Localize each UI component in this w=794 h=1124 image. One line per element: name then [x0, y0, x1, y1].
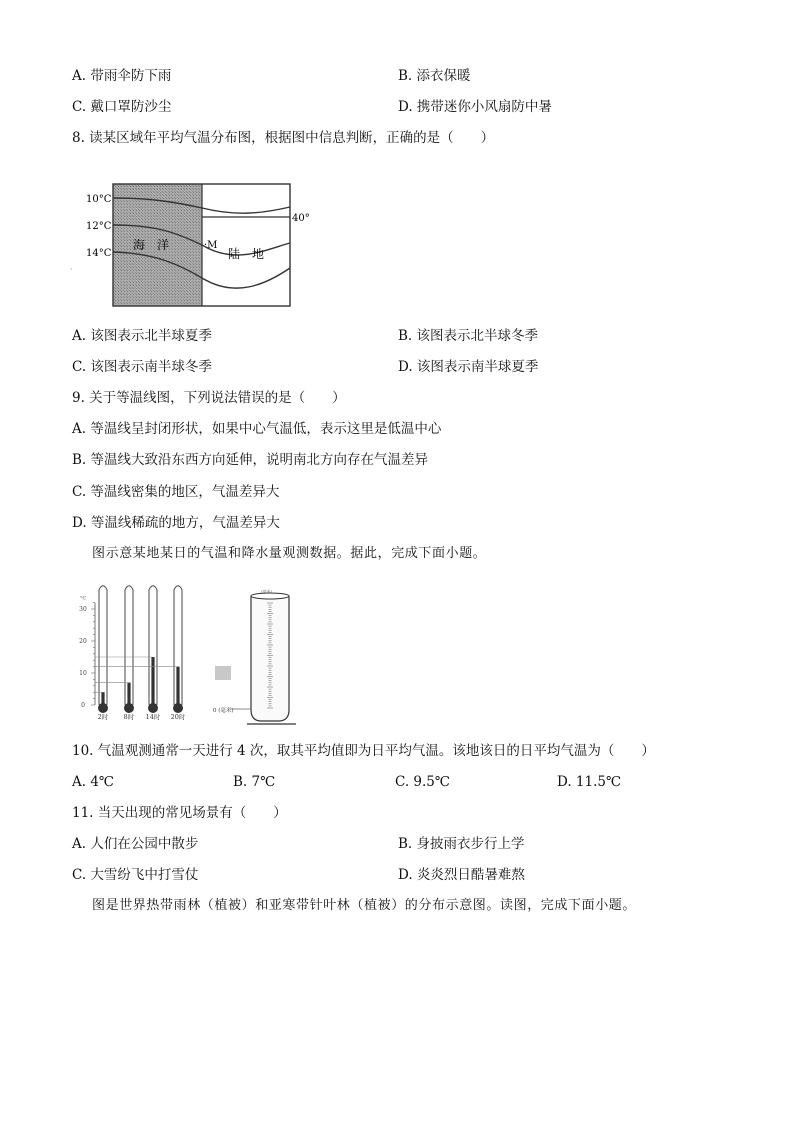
mercury-column: [127, 683, 130, 705]
intro-vegetation-map: 图是世界热带雨林（植被）和亚寒带针叶林（植被）的分布示意图。读图，完成下面小题。: [92, 898, 637, 913]
gauge-unit: (毫米): [261, 589, 273, 594]
axis-tick-label: 20: [79, 638, 87, 645]
time-label: 20时: [170, 713, 186, 721]
q9-option-c: C. 等温线密集的地区，气温差异大: [72, 484, 280, 500]
mercury-column: [151, 657, 154, 705]
smudge-box: [215, 666, 231, 680]
q9-option-d: D. 等温线稀疏的地方，气温差异大: [72, 515, 280, 531]
axis-tick-label: 0: [81, 702, 85, 709]
gauge-zero-label: 0 (毫米): [213, 708, 234, 714]
q11-stem: 11. 当天出现的常见场景有（ ）: [72, 805, 287, 821]
axis-tick-label: 30: [79, 606, 87, 613]
q9-option-b: B. 等温线大致沿东西方向延伸，说明南北方向存在气温差异: [72, 452, 429, 468]
q7-option-c: C. 戴口罩防沙尘: [72, 99, 172, 115]
label-40-degree: 40°: [292, 213, 310, 224]
intro-weather-data: 图示意某地某日的气温和降水量观测数据。据此，完成下面小题。: [92, 546, 487, 561]
time-label: 14时: [145, 713, 161, 721]
axis-unit-label: °C: [79, 595, 87, 602]
q10-stem: 10. 气温观测通常一天进行 4 次，取其平均值即为日平均气温。该地该日的日平均气温为（ ）: [72, 743, 655, 759]
svg-text:·: ·: [70, 265, 73, 274]
mercury-column: [176, 667, 179, 705]
q11-option-b: B. 身披雨衣步行上学: [398, 836, 525, 852]
rain-gauge-cylinder: [247, 588, 296, 724]
time-label: 8时: [123, 713, 135, 721]
q10-option-b: B. 7℃: [233, 774, 276, 790]
q10-option-d: D. 11.5℃: [557, 774, 622, 790]
q11-option-c: C. 大雪纷飞中打雪仗: [72, 867, 199, 883]
q7-option-d: D. 携带迷你小风扇防中暑: [398, 99, 552, 115]
q10-option-c: C. 9.5℃: [395, 774, 451, 790]
q8-option-b: B. 该图表示北半球冬季: [398, 328, 539, 344]
q9-option-a: A. 等温线呈封闭形状，如果中心气温低，表示这里是低温中心: [72, 421, 442, 437]
q10-option-a: A. 4℃: [72, 774, 115, 790]
label-land: 陆 地: [228, 247, 265, 261]
axis-tick-label: 10: [79, 670, 87, 677]
isotherm-map-figure: [70, 180, 320, 312]
mercury-column: [101, 692, 104, 705]
label-14c: 14°C: [86, 248, 112, 259]
label-10c: 10°C: [86, 194, 112, 205]
q11-option-a: A. 人们在公园中散步: [72, 836, 199, 852]
label-12c: 12°C: [86, 221, 112, 232]
q11-option-d: D. 炎炎烈日酷暑难熬: [398, 867, 525, 883]
q9-stem: 9. 关于等温线图，下列说法错误的是（ ）: [72, 390, 346, 406]
time-label: 2时: [97, 713, 109, 721]
q8-option-c: C. 该图表示南半球冬季: [72, 359, 212, 375]
q8-stem: 8. 读某区域年平均气温分布图，根据图中信息判断，正确的是（ ）: [72, 130, 495, 146]
q7-option-b: B. 添衣保暖: [398, 68, 471, 84]
label-point-m: ·M: [204, 240, 218, 251]
q8-option-d: D. 该图表示南半球夏季: [398, 359, 539, 375]
thermometer-raingauge-figure: [70, 580, 330, 730]
q8-option-a: A. 该图表示北半球夏季: [72, 328, 212, 344]
q7-option-a: A. 带雨伞防下雨: [72, 68, 172, 84]
thermometer-tube: [99, 586, 107, 705]
label-ocean: 海 洋: [133, 238, 170, 252]
